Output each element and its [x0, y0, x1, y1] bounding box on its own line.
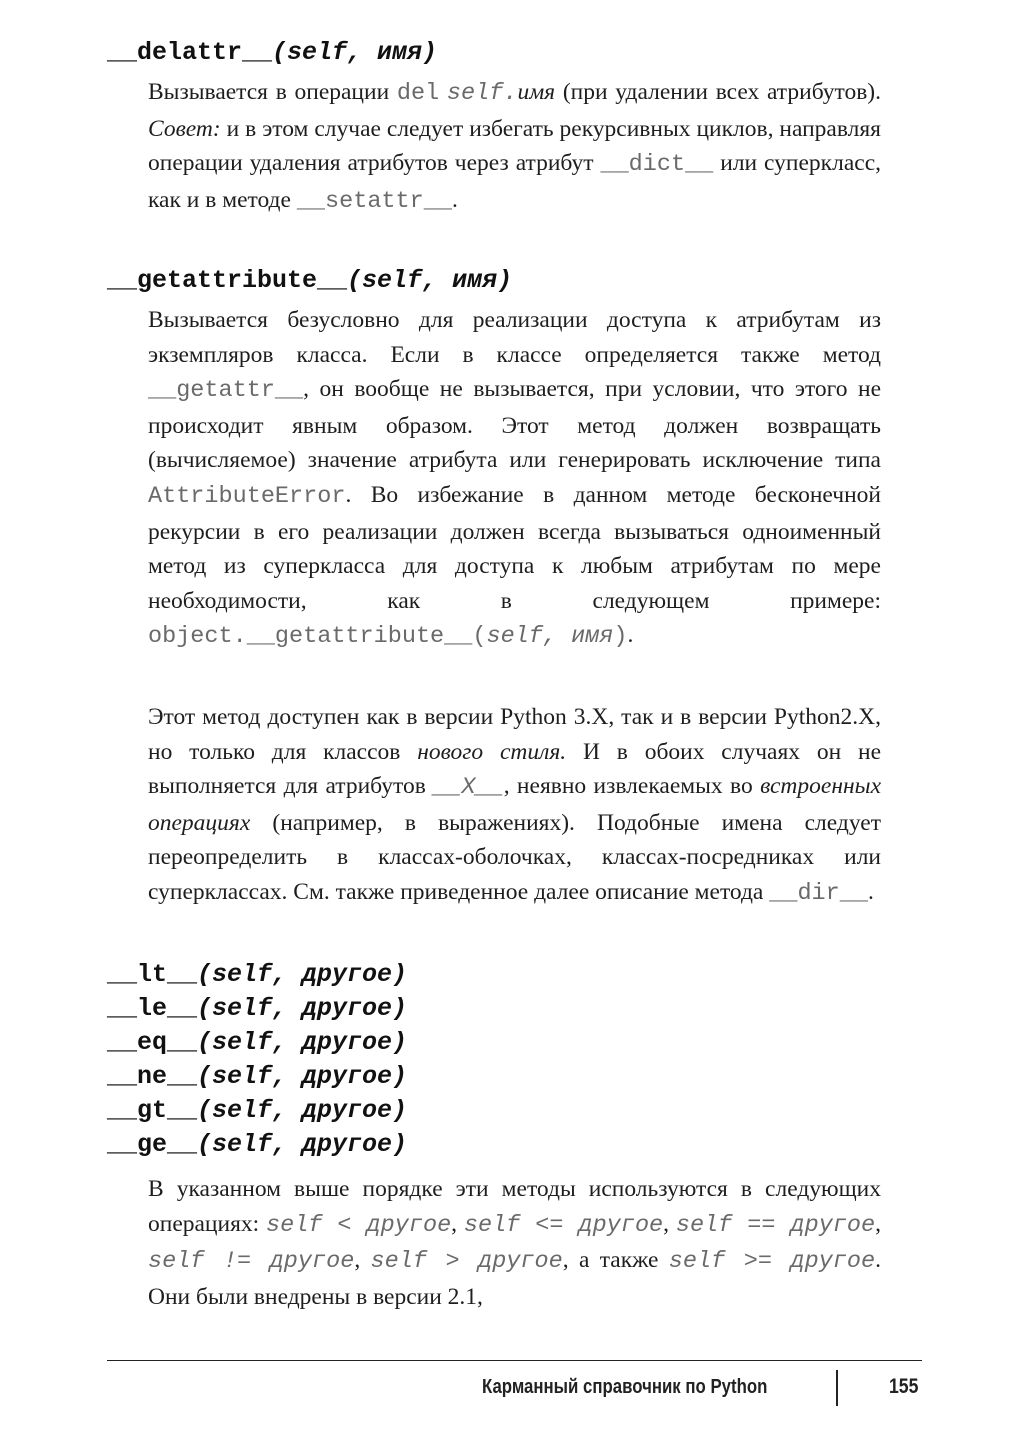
code: __dir__: [769, 879, 868, 907]
code: __setattr__: [296, 187, 452, 215]
text: или суперкласс, как и в методе: [148, 150, 881, 213]
method-heading-gt: [107, 1094, 407, 1128]
code: self < другое: [265, 1211, 452, 1239]
method-args: (self, другое): [197, 1028, 408, 1057]
text: .: [867, 878, 874, 905]
text: , неявно извлекаемых во: [503, 773, 761, 800]
tip-label: Совет:: [148, 115, 221, 142]
method-name: __le__: [107, 994, 198, 1023]
text: ,: [451, 1210, 464, 1237]
getattribute-note: [148, 700, 881, 912]
page-number: 155: [889, 1375, 919, 1398]
code: __getattr__: [148, 377, 304, 405]
delattr-description: [148, 75, 881, 219]
method-args: (self, другое): [197, 1062, 408, 1091]
method-name: __eq__: [107, 1028, 198, 1057]
code: del: [396, 80, 440, 107]
code: __X__: [433, 774, 504, 802]
method-name: __delattr__: [107, 38, 273, 67]
method-heading-ge: [107, 1128, 407, 1162]
text: , он вообще не вызывается, при условии, что этого не происходит явным образом. Этот метод должен возвращать (вычисляемое) значение атрибута или генерировать исключение типа: [148, 376, 881, 474]
method-name: __ne__: [107, 1062, 198, 1091]
text: ,: [663, 1210, 676, 1237]
method-name: __lt__: [107, 960, 198, 989]
text: и в этом случае следует избегать рекурсивных циклов, направляя операции удаления атрибутов через атрибут: [148, 115, 881, 177]
code: self <= другое: [463, 1211, 664, 1239]
method-args: (self, имя): [272, 38, 438, 67]
paragraph: [148, 75, 881, 219]
text: ,: [875, 1210, 882, 1237]
code: self > другое: [370, 1248, 563, 1276]
text: В указанном выше порядке эти методы используются в следующих операциях:: [148, 1176, 881, 1237]
code-italic: имя: [517, 79, 556, 105]
code: self.: [446, 80, 518, 107]
code: self == другое: [675, 1211, 876, 1239]
method-name: __gt__: [107, 1096, 198, 1125]
code-italic: self, имя: [486, 623, 614, 651]
code: ): [613, 623, 628, 651]
method-heading-le: [107, 992, 407, 1026]
text: (при удалении всех атрибутов).: [555, 79, 882, 105]
method-name: __ge__: [107, 1130, 198, 1159]
italic-term: встроенных операциях: [148, 773, 881, 836]
text: ,: [354, 1247, 371, 1274]
method-heading-eq: [107, 1026, 407, 1060]
method-args: (self, имя): [347, 266, 513, 295]
text: . Во избежание в данном методе бесконечной рекурсии в его реализации должен всегда вызываться одноименный метод из суперкласса для доступа к любым атрибутам по мере необходимости, как в следующем примере:: [148, 481, 881, 614]
getattribute-description: [148, 303, 881, 655]
paragraph: [148, 700, 881, 912]
italic-term: нового стиля.: [417, 738, 567, 765]
text: .: [627, 622, 634, 649]
method-heading-delattr: [107, 36, 437, 70]
paragraph: [148, 303, 881, 655]
text: , а также: [562, 1247, 669, 1274]
method-args: (self, другое): [197, 1130, 408, 1159]
comparison-description: [148, 1172, 881, 1314]
method-heading-lt: [107, 958, 407, 992]
method-args: (self, другое): [197, 1096, 408, 1125]
footer-separator: [836, 1370, 838, 1406]
code: self != другое: [148, 1248, 355, 1276]
text: . Они были внедрены в версии 2.1,: [148, 1247, 881, 1310]
text: .: [451, 186, 458, 213]
method-heading-ne: [107, 1060, 407, 1094]
footer-divider: [107, 1360, 922, 1361]
method-args: (self, другое): [197, 994, 408, 1023]
text: И в обоих случаях он не выполняется для атрибутов: [148, 738, 881, 800]
comparison-method-headings: [107, 958, 407, 1162]
code: AttributeError: [148, 482, 346, 510]
method-heading-getattribute: [107, 264, 512, 298]
text: Этот метод доступен как в версии Python 3.X, так и в версии Python2.X, но только для классов: [148, 704, 881, 765]
method-name: __getattribute__: [107, 266, 348, 295]
code: self >= другое: [668, 1248, 876, 1276]
text: (например, в выражениях). Подобные имена следует переопределить в классах-оболочках, классах-посредниках или суперклассах. См. также приведенное далее описание метода: [148, 809, 881, 905]
text: Вызывается безусловно для реализации доступа к атрибутам из экземпляров класса. Если в классе определяется также метод: [148, 307, 881, 368]
method-args: (self, другое): [197, 960, 408, 989]
paragraph: [148, 1172, 881, 1314]
code: __dict__: [600, 151, 714, 179]
text: Вызывается в операции: [148, 79, 397, 105]
footer-book-title: Карманный справочник по Python: [482, 1376, 768, 1398]
code: object.__getattribute__(: [148, 623, 487, 651]
